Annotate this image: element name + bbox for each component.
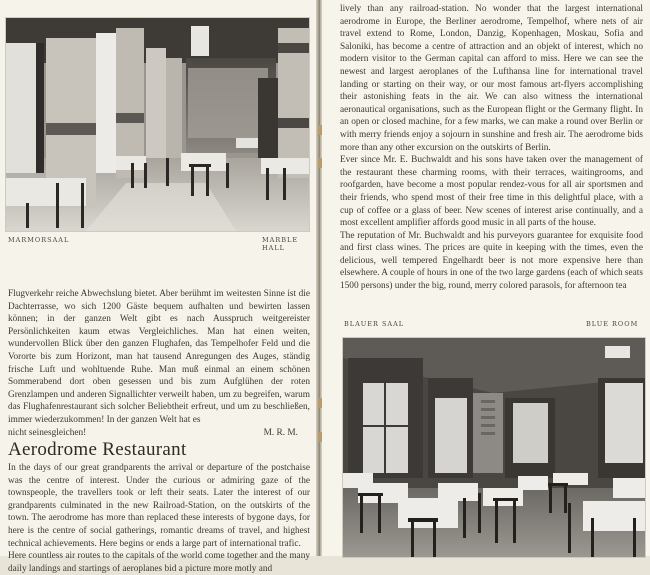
- marble-hall-caption-german: MARMORSAAL: [8, 236, 70, 244]
- section-heading: Aerodrome Restaurant: [8, 439, 187, 460]
- blue-room-photo: [342, 337, 646, 558]
- right-paragraph-2: Ever since Mr. E. Buchwaldt and his sons have taken over the management of the restaurant these charming rooms, with their terraces, waitingrooms, and roofgarden, have become a most popular rendez-vous for all air sportsmen and their friends, who spend most of their free time in this delightful place, with a cup of coffee or a glass of beer. New scenes of interest arise continually, and a most excellent amplifier affords good music in all parts of the house.: [340, 155, 643, 229]
- english-text-block-right: [340, 3, 643, 293]
- blue-room-caption-english: BLUE ROOM: [586, 320, 639, 328]
- right-page: [322, 0, 650, 556]
- right-paragraph-1: lively than any railroad-station. No wonder that the largest international aerodrome in Europe, the Berliner aerodrome, Tempelhof, where nets of air travel extend to Rome, London, Danzig, Kopenhagen, Moskau, Sofia and Saloniki, has become a centre of attraction and an objekt of interest, which no modern visitor to the German capital can afford to miss. Here we can see the newest and largest aeroplanes of the Lufthansa line for international travel landing or starting on their way, or our most famous art-flyers accomplishing their astonishing feats in the air. We can also witness the international aeronautical organisations, such as the European flight or the Germany flight. In an open or closed machine, for a few marks, we can make a round over Berlin or with merry friends enjoy a sojourn in sunshine and fresh air. The aerodrome bids more than any other excursion on the outskirts of Berlin.: [340, 4, 643, 153]
- blue-room-image: [343, 338, 645, 557]
- german-closing-line: [8, 427, 310, 440]
- english-text-block-left: [8, 462, 310, 575]
- marble-hall-image: [6, 18, 309, 231]
- right-paragraph-3: The reputation of Mr. Buchwaldt and his purveyors guarantee for exquisite food and first class wines. The prices are quite in keeping with the times, even the delicious, well tempered Engelhardt beer is not more expensive here than elsewhere. A couple of hours in one of the two large gardens (each of which seats 1500 persons) under the big, round, merry colored parasols, for afternoon tea: [340, 230, 643, 292]
- blue-room-caption-german: BLAUER SAAL: [344, 320, 405, 328]
- english-paragraph-2: Here countless air routes to the capitals of the world come together and the many daily landings and startings of aeroplanes bid a picture more motly and: [8, 551, 310, 574]
- left-page: [0, 0, 318, 574]
- author-signature: M. R. M.: [263, 427, 298, 438]
- marble-hall-photo: [5, 17, 310, 232]
- german-paragraph: Flugverkehr reiche Abwechslung bietet. Aber berühmt im weitesten Sinne ist die Dachterrasse, wo sich 1200 Gäste bequem aufhalten und bewirten lassen können; in der ganzen Welt gibt es nach Ausspruch weitgereister Persönlichkeiten kaum etwas Vergleichliches. Man hat einen weiten, wundervollen Blick über den ganzen Flughafen, das Tempelhofer Feld und die Vororte bis zum Horizont, man hat tausend Anregungen des Auges, ständig frische Luft und wohltuende Ruhe. Man muß einmal an einem schönen Sommerabend dort oben gesessen und bis zum Aufglühen der roten Grenzlampen und anderen Signallichter verweilt haben, um zu begreifen, warum das Flughafenrestaurant sich solcher Beliebtheit erfreut, und um zu beschließen, immer wiederzukommen! In der ganzen Welt hat es: [8, 289, 310, 425]
- english-paragraph-1: In the days of our great grandparents the arrival or departure of the postchaise was the centre of interest. Under the curious or admiring gaze of the townspeople, the travellers took or left their seats. Later the interest of our grandparents culminated in the new Railroad-Station, on the outskirts of the town. The aerodrome has more than replaced these interests of bygone days, for here is the centre of social gatherings, romantic dreams of travel, and highest technical achievements. Here begins or ends a large part of international trafic.: [8, 463, 310, 549]
- german-text-block: [8, 288, 310, 439]
- german-last-line: nicht seinesgleichen!: [8, 427, 87, 438]
- marble-hall-caption-english: MARBLE HALL: [262, 236, 299, 252]
